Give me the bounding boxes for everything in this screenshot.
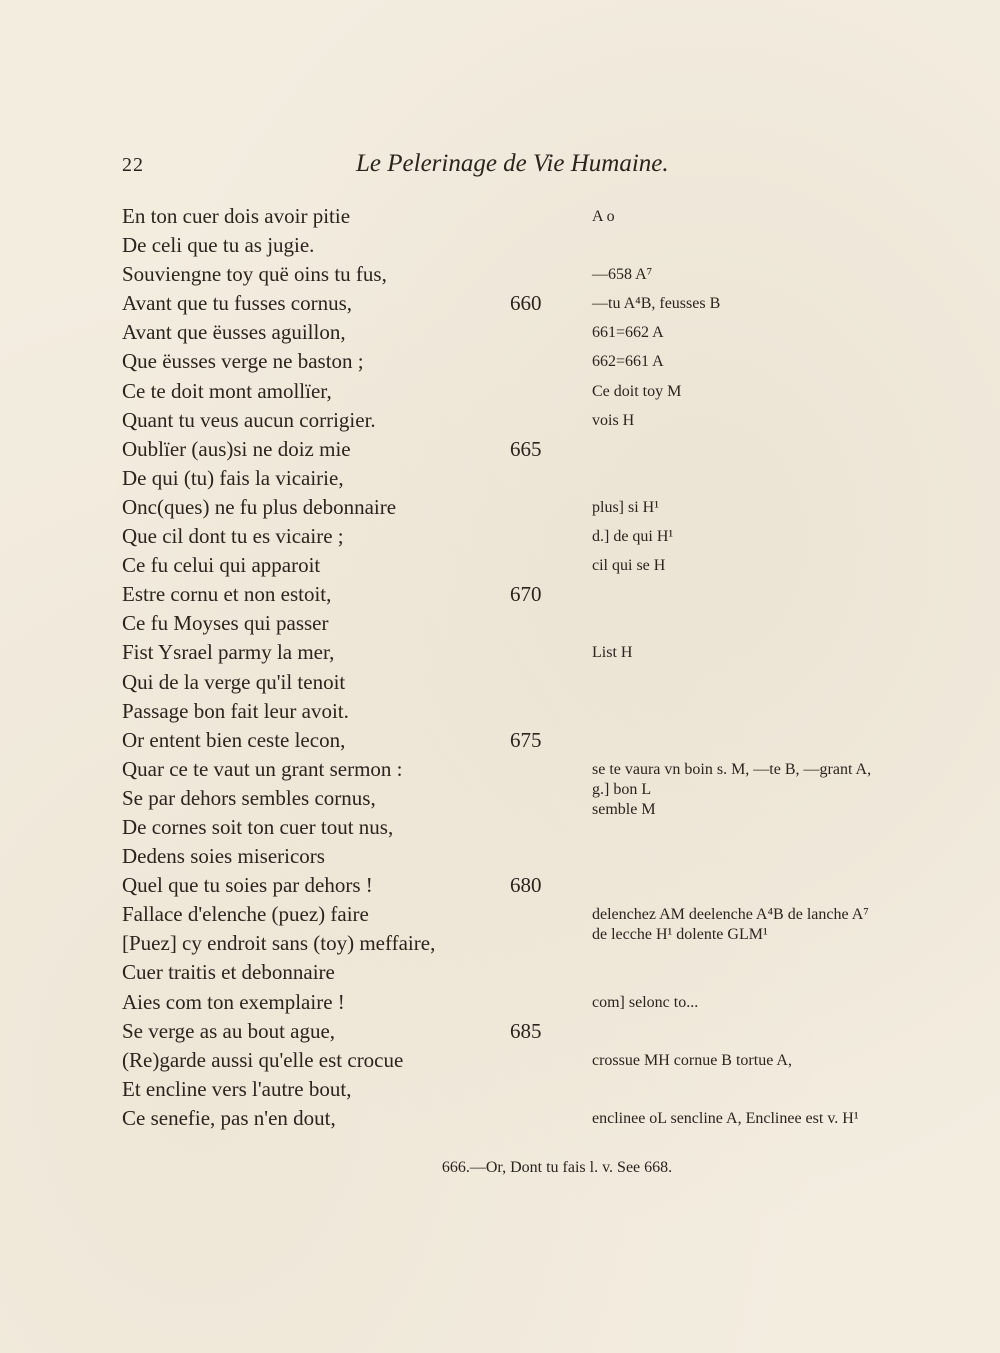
variant-row <box>592 493 962 522</box>
page-number: 22 <box>122 154 144 176</box>
verse-line-text: Se verge as au bout ague, <box>122 1018 336 1043</box>
variant-row <box>592 406 962 435</box>
verse-line <box>122 871 552 900</box>
variant-row <box>592 464 962 493</box>
verse-line <box>122 958 552 987</box>
verse-line <box>122 406 552 435</box>
variant-row <box>592 551 962 580</box>
verse-line <box>122 813 552 842</box>
verse-line-text: Fist Ysrael parmy la mer, <box>122 640 335 665</box>
verse-line <box>122 260 552 289</box>
variant-row <box>592 377 962 406</box>
verse-line <box>122 435 552 464</box>
verse-line-text: Quar ce te vaut un grant sermon : <box>122 756 403 781</box>
verse-line <box>122 522 552 551</box>
verse-line <box>122 988 552 1017</box>
line-number: 665 <box>510 436 542 461</box>
verse-line <box>122 231 552 260</box>
verse-line <box>122 347 552 376</box>
variant-row <box>592 638 962 667</box>
verse-line <box>122 697 552 726</box>
verse-line <box>122 1104 552 1133</box>
verse-line-text: Or entent bien ceste lecon, <box>122 727 346 752</box>
variant-readings-column <box>592 202 962 1133</box>
verse-line <box>122 202 552 231</box>
verse-line-text: Dedens soies misericors <box>122 844 325 869</box>
verse-line <box>122 900 552 929</box>
variant-row <box>592 726 962 755</box>
variant-row <box>592 813 962 842</box>
verse-line <box>122 1075 552 1104</box>
verse-line-text: Que ëusses verge ne baston ; <box>122 349 364 374</box>
variant-reading: plus] si H¹ <box>592 498 660 516</box>
verse-line-text: Fallace d'elenche (puez) faire <box>122 902 369 927</box>
variant-row <box>592 347 962 376</box>
page-header <box>122 150 712 184</box>
verse-line-text: Estre cornu et non estoit, <box>122 582 332 607</box>
verse-line-text: Quant tu veus aucun corrigier. <box>122 407 376 432</box>
verse-line <box>122 551 552 580</box>
variant-reading: —tu A⁴B, feusses B <box>592 295 721 313</box>
variant-row <box>592 900 962 944</box>
verse-line <box>122 668 552 697</box>
variant-row <box>592 318 962 347</box>
variant-reading: enclinee oL sencline A, Enclinee est v. H¹ <box>592 1109 859 1127</box>
verse-line-text: Qui de la verge qu'il tenoit <box>122 669 346 694</box>
verse-line <box>122 377 552 406</box>
variant-row <box>592 231 962 260</box>
verse-line-text: Ce fu Moyses qui passer <box>122 611 329 636</box>
variant-row <box>592 755 962 818</box>
line-number: 680 <box>510 873 542 898</box>
variant-reading: 661=662 A <box>592 324 664 342</box>
variant-row <box>592 1046 962 1075</box>
verse-line-text: Et encline vers l'autre bout, <box>122 1076 352 1101</box>
verse-line-text: Oublïer (aus)si ne doiz mie <box>122 436 351 461</box>
variant-row <box>592 260 962 289</box>
verse-line-text: [Puez] cy endroit sans (toy) meffaire, <box>122 931 436 956</box>
verse-line-text: De celi que tu as jugie. <box>122 233 315 258</box>
variant-row <box>592 609 962 638</box>
verse-line-text: Aies com ton exemplaire ! <box>122 989 345 1014</box>
variant-row <box>592 958 962 987</box>
verse-line-text: Que cil dont tu es vicaire ; <box>122 524 344 549</box>
variant-row <box>592 988 962 1017</box>
verse-line <box>122 580 552 609</box>
variant-row <box>592 522 962 551</box>
line-number: 670 <box>510 582 542 607</box>
variant-reading: delenchez AM deelenche A⁴B de lanche A⁷ de lecche H¹ dolente GLM¹ <box>592 906 869 944</box>
variant-reading: com] selonc to... <box>592 993 699 1011</box>
verse-line <box>122 784 552 813</box>
variant-reading: Ce doit toy M <box>592 382 682 400</box>
verse-line <box>122 929 552 958</box>
verse-line <box>122 493 552 522</box>
verse-line <box>122 726 552 755</box>
line-number: 675 <box>510 727 542 752</box>
verse-line-text: Souviengne toy quë oins tu fus, <box>122 262 387 287</box>
variant-row <box>592 929 962 958</box>
variant-reading: cil qui se H <box>592 557 666 575</box>
variant-reading: se te vaura vn boin s. M, —te B, —grant A, g.] bon L semble M <box>592 760 872 818</box>
variant-row <box>592 697 962 726</box>
verse-line-text: Quel que tu soies par dehors ! <box>122 873 373 898</box>
variant-row <box>592 842 962 871</box>
variant-reading: vois H <box>592 411 635 429</box>
verse-line <box>122 464 552 493</box>
verse-line-text: Ce te doit mont amollïer, <box>122 378 332 403</box>
variant-row <box>592 871 962 900</box>
variant-row <box>592 668 962 697</box>
variant-row <box>592 435 962 464</box>
variant-reading: 662=661 A <box>592 353 664 371</box>
variant-row <box>592 289 962 318</box>
variant-row <box>592 1075 962 1104</box>
line-number: 685 <box>510 1018 542 1043</box>
verse-line <box>122 289 552 318</box>
variant-reading: List H <box>592 644 633 662</box>
footnote: 666.—Or, Dont tu fais l. v. See 668. <box>441 1159 673 1176</box>
verse-line <box>122 1017 552 1046</box>
verse-line-text: Onc(ques) ne fu plus debonnaire <box>122 494 397 519</box>
verse-line-text: De cornes soit ton cuer tout nus, <box>122 814 394 839</box>
verse-line-text: Cuer traitis et debonnaire <box>122 960 335 985</box>
line-number: 660 <box>510 291 542 316</box>
verse-line <box>122 842 552 871</box>
verse-line <box>122 318 552 347</box>
verse-line <box>122 755 552 784</box>
variant-row <box>592 202 962 231</box>
verse-line-text: (Re)garde aussi qu'elle est crocue <box>122 1047 404 1072</box>
verse-line-text: En ton cuer dois avoir pitie <box>122 204 351 228</box>
verse-line <box>122 609 552 638</box>
verse-line-text: De qui (tu) fais la vicairie, <box>122 465 344 490</box>
verse-column <box>122 202 552 1133</box>
variant-row <box>592 1017 962 1046</box>
verse-line-text: Ce fu celui qui apparoit <box>122 553 321 578</box>
variant-reading: A o <box>592 208 615 225</box>
running-title: Le Pelerinage de Vie Humaine. <box>356 150 669 177</box>
verse-line-text: Ce senefie, pas n'en dout, <box>122 1105 336 1130</box>
verse-line-text: Se par dehors sembles cornus, <box>122 785 376 810</box>
verse-line-text: Passage bon fait leur avoit. <box>122 698 349 723</box>
verse-line-text: Avant que tu fusses cornus, <box>122 291 352 316</box>
verse-line <box>122 638 552 667</box>
verse-line-text: Avant que ëusses aguillon, <box>122 320 346 345</box>
variant-reading: —658 A⁷ <box>592 266 653 284</box>
variant-reading: d.] de qui H¹ <box>592 528 674 546</box>
variant-row <box>592 580 962 609</box>
verse-line <box>122 1046 552 1075</box>
variant-reading: crossue MH cornue B tortue A, <box>592 1051 792 1069</box>
variant-row <box>592 784 962 813</box>
variant-row <box>592 1104 962 1133</box>
